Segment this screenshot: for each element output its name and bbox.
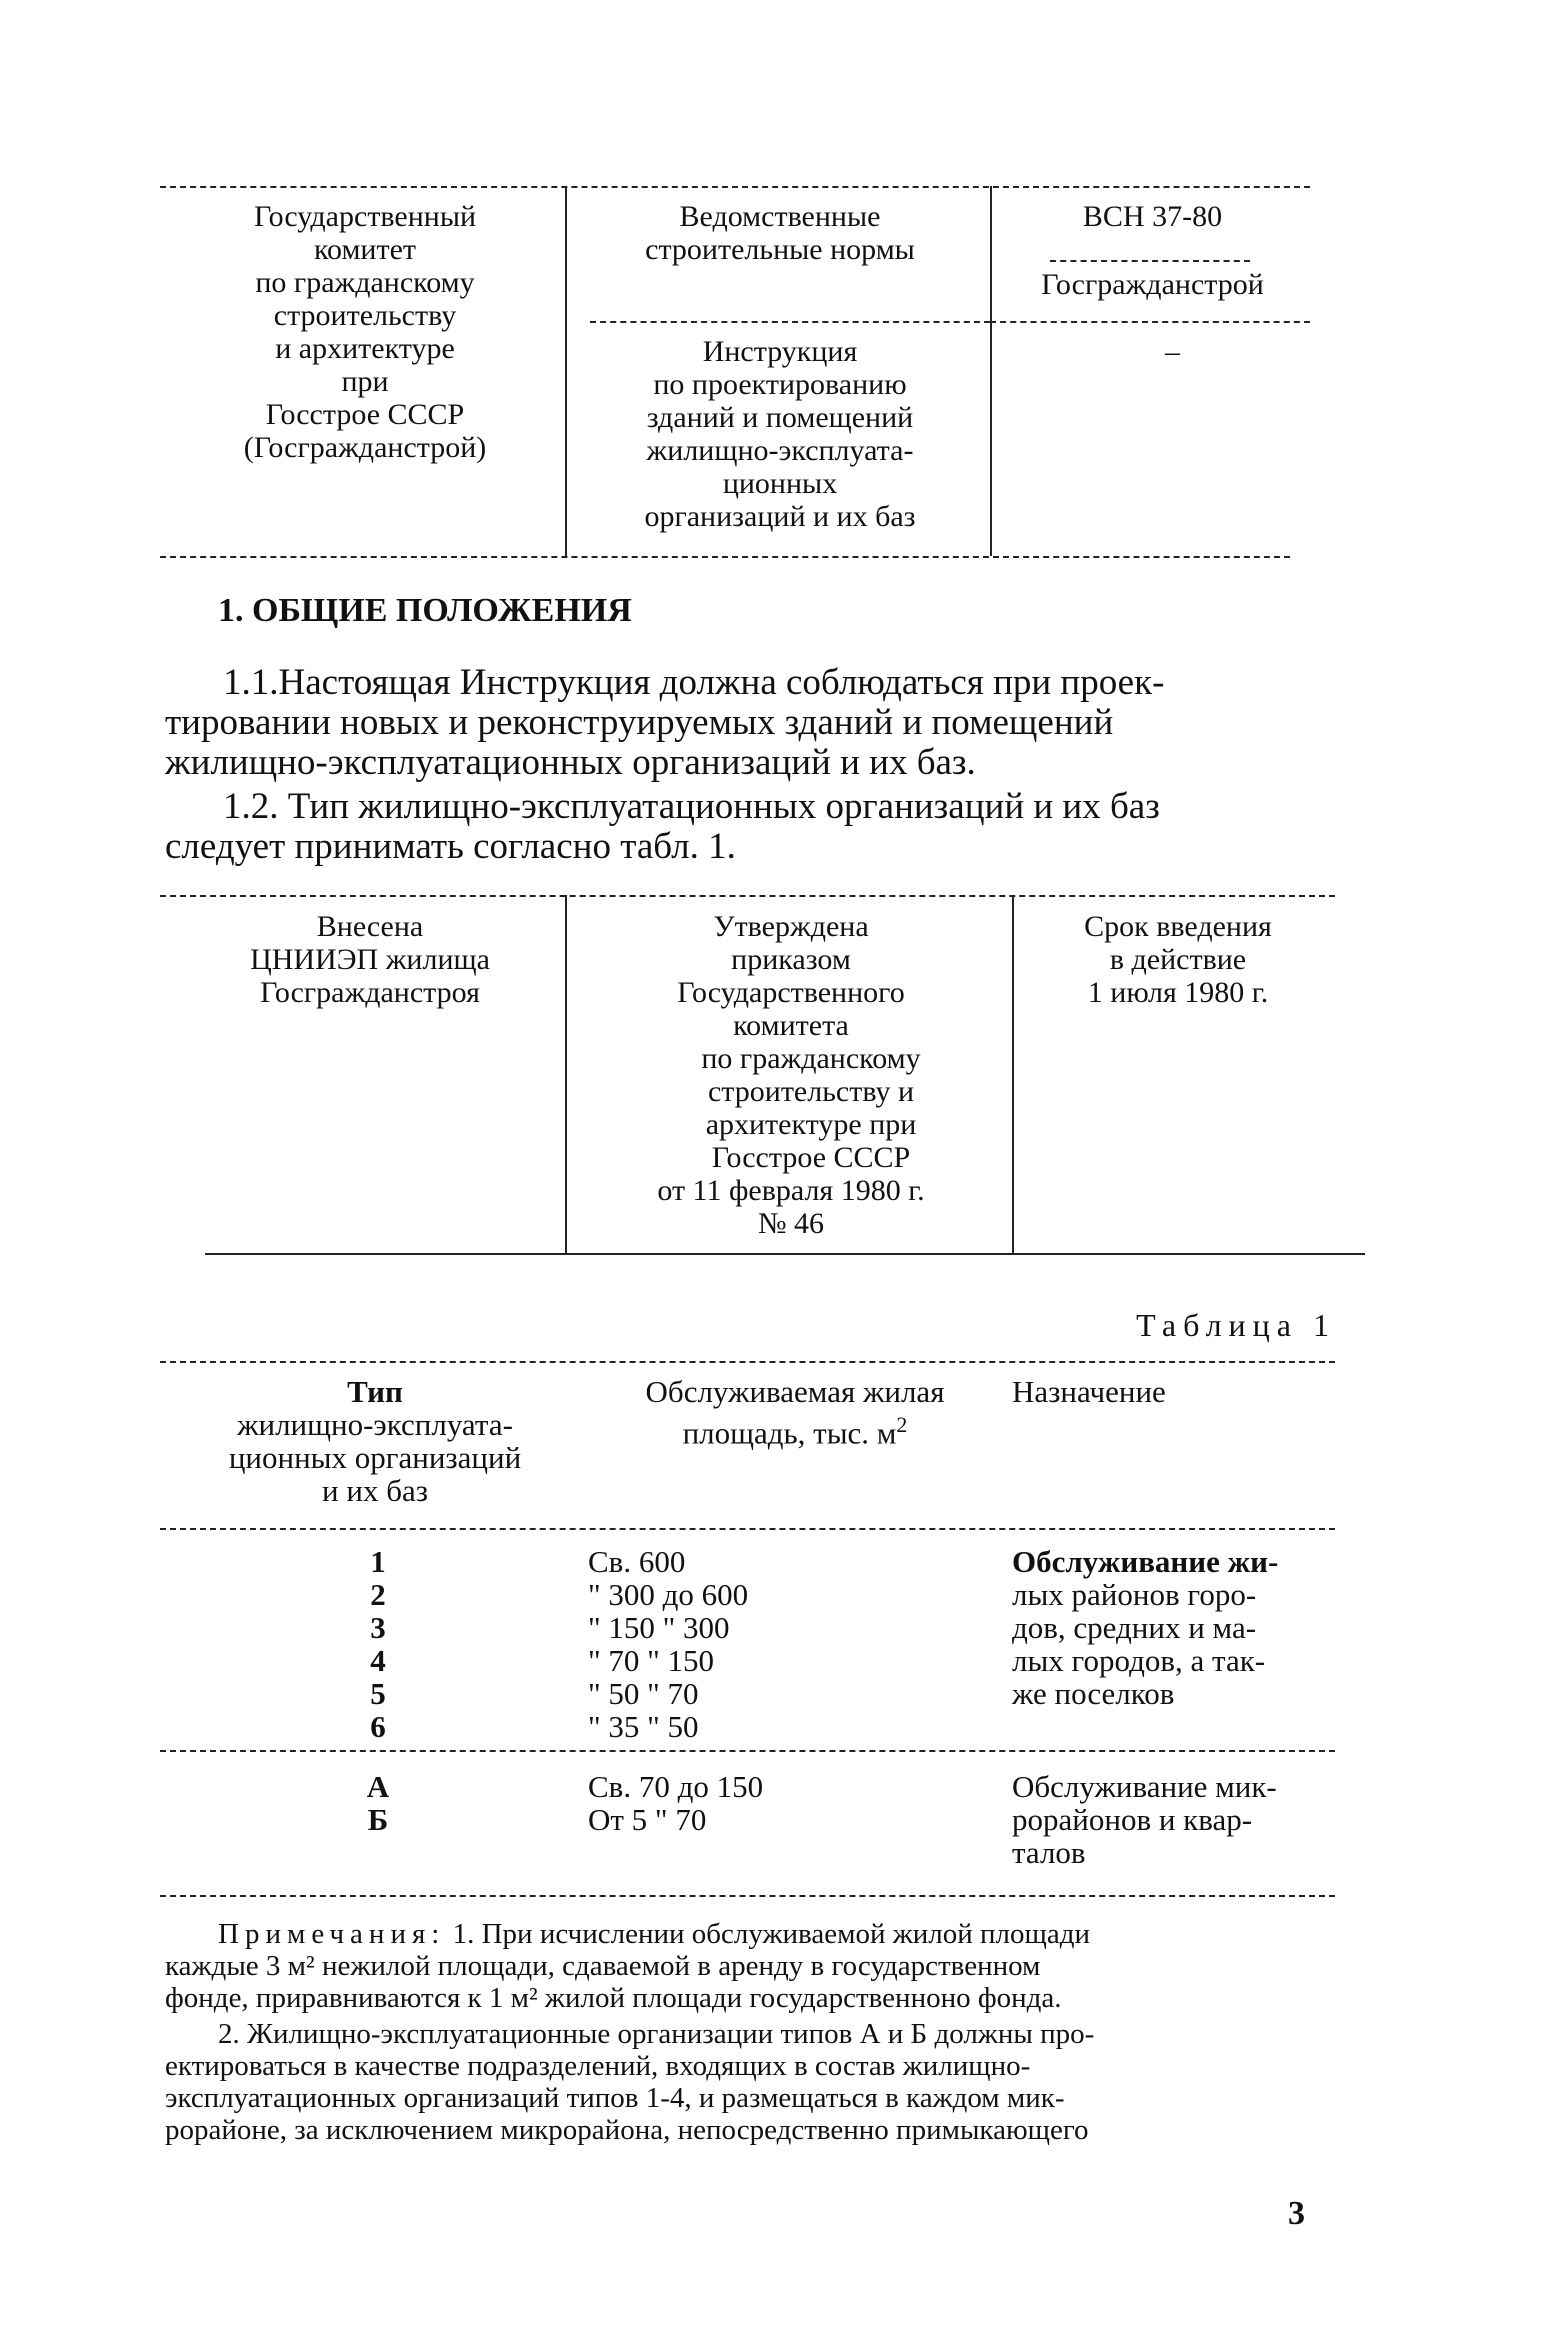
header-table-divider-1 [565,186,567,556]
document-type: Ведомственные строительные нормы [645,200,915,266]
approval-table-bottom-rule [205,1253,1365,1255]
type-letters-group-2 [358,1770,398,1836]
notes-1: Примечания: 1. При исчислении обслуживаемой жилой площади [218,1918,1090,1950]
approval-table-divider-1 [565,895,567,1253]
table-row: 2 [370,1577,386,1612]
header-table-middle-rule [590,321,990,323]
header-table-right-rule [990,321,1310,323]
document-title: Инструкция по проектированию зданий и помещений жилищно-эксплуата- ционных организаций и их баз [644,335,916,533]
column-header-purpose: Назначение [1012,1374,1166,1409]
paragraph-1-1: 1.1.Настоящая Инструкция должна соблюдаться при проек- тировании новых и реконструируемых зданий и помещений жилищно-эксплуатационных организаций и их баз. [165,662,1165,783]
notes-2: 2. Жилищно-эксплуатационные организации типов А и Б должны про- ектироваться в качестве подразделений, входящих в состав жилищно- эксплуатационных организаций типов 1-4, и размещаться в каждом мик- рорайоне, за исключением микрорайона, непосредственно примыкающего [165,2018,1095,2146]
purpose-group-2: Обслуживание мик- рорайонов и квар- талов [1012,1769,1277,1870]
document-code: ВСН 37-80 [1082,200,1223,233]
header-table-top-rule [160,186,1310,188]
approved-by: Утверждена приказом Государственного комитета по гражданскому строительству и архитектуре при Госстрое СССР от 11 февраля 1980 г. № 46 [657,910,925,1240]
table-caption: Таблица 1 [1136,1307,1336,1343]
header-table-bottom-rule [160,556,1290,558]
table-1-top-rule [160,1361,1335,1363]
table-row: 4 [370,1643,386,1678]
table-row: А [366,1769,390,1804]
document-replaces: – [1165,335,1180,368]
column-header-area: Обслуживаемая жилая площадь, тыс. $м^2$ [645,1374,945,1451]
issuing-authority: Государственный комитет по гражданскому строительству и архитектуре при Госстрое СССР (Госгражданстрой) [243,200,487,464]
table-row: Б [367,1802,389,1837]
table-row: 1 [370,1544,386,1579]
header-table-divider-2 [990,186,992,556]
type-numbers-group-1 [358,1545,398,1743]
notes-1-continued: каждые 3 м² нежилой площади, сдаваемой в аренду в государственном фонде, приравниваются к 1 м² жилой площади государственноно фонда. [165,1950,1062,2014]
header-table-right-short-rule [1050,260,1250,262]
document-issuer: Госгражданстрой [1041,268,1264,301]
notes-label: Примечания: [218,1918,446,1950]
introduced-by: Внесена ЦНИИЭП жилища Госгражданстроя [250,910,490,1009]
paragraph-1-2: 1.2. Тип жилищно-эксплуатационных организаций и их баз следует принимать согласно табл. 1. [165,786,1160,867]
page-number: 3 [1288,2195,1305,2232]
purpose-group-1: Обслуживание жи- лых районов горо- дов, средних и ма- лых городов, а так- же поселков [1012,1544,1279,1711]
section-heading: 1. ОБЩИЕ ПОЛОЖЕНИЯ [218,592,632,629]
area-values-group-1: Св. 600 " 300 до 600 " 150 " 300 " 70 " 150 " 50 " 70 " 35 " 50 [588,1544,749,1744]
area-values-group-2: Св. 70 до 150 От 5 " 70 [588,1769,764,1837]
approval-table-divider-2 [1012,895,1014,1253]
table-1-bottom-rule [160,1895,1335,1897]
effective-date: Срок введения в действие 1 июля 1980 г. [1084,910,1272,1009]
table-1-header-rule [160,1528,1335,1530]
column-header-type: Тип жилищно-эксплуата- ционных организаций и их баз [228,1374,522,1508]
table-row: 5 [370,1676,386,1711]
table-1-group-rule [160,1750,1335,1752]
table-row: 6 [370,1709,386,1744]
table-row: 3 [370,1610,386,1645]
approval-table-top-rule [160,895,1335,897]
